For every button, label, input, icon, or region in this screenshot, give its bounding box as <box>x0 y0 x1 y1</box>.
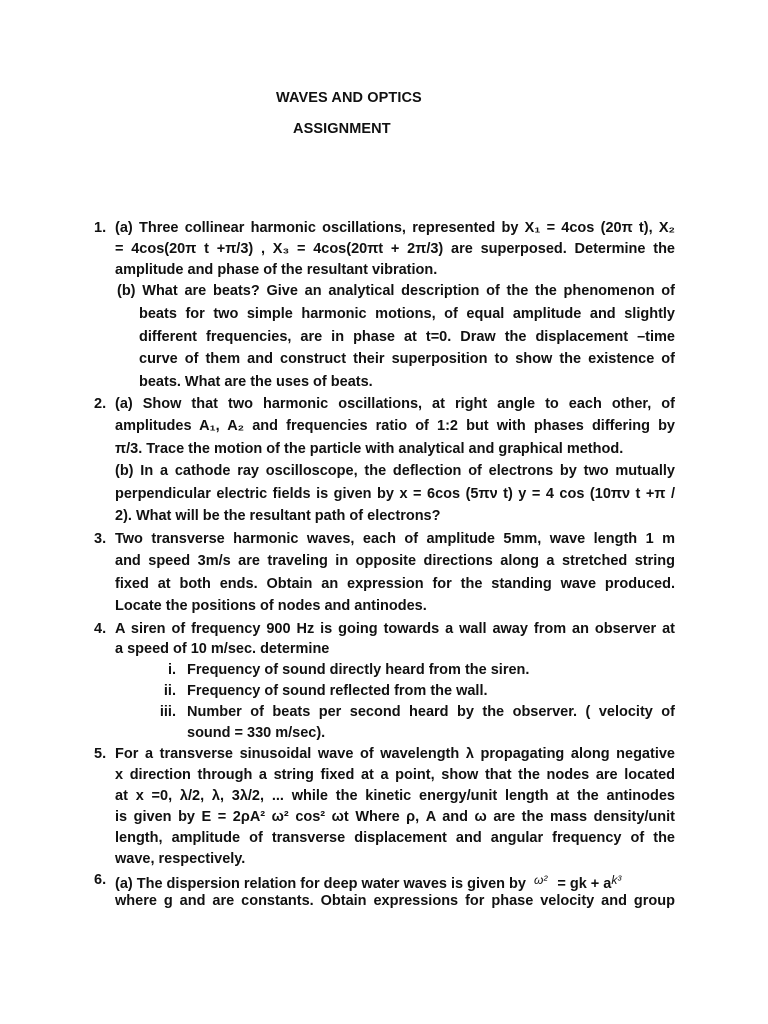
question-4-line-1: A siren of frequency 900 Hz is going towards a wall away from an observer at <box>115 621 675 637</box>
question-2-line-2: amplitudes A₁, A₂ and frequencies ratio of 1:2 but with phases differing by <box>115 418 675 434</box>
question-6-text-start: (a) The dispersion relation for deep water waves is given by <box>115 876 526 892</box>
question-3-line-3: fixed at both ends. Obtain an expression for the standing wave produced. <box>115 576 675 592</box>
question-number: 2. <box>94 396 107 412</box>
question-number: 4. <box>94 621 107 637</box>
question-1-line-8: beats. What are the uses of beats. <box>139 374 373 390</box>
question-3-line-4: Locate the positions of nodes and antinodes. <box>115 598 427 614</box>
question-6-text-mid: = gk + a <box>557 876 612 892</box>
question-number: 6. <box>94 872 107 888</box>
question-1-line-3: amplitude and phase of the resultant vibration. <box>115 262 438 278</box>
question-6-line-1 <box>115 871 621 893</box>
list-item-label: iii. <box>159 704 176 720</box>
question-5-line-6: wave, respectively. <box>115 851 246 867</box>
question-1-line-2: = 4cos(20π t +π/3) , X₃ = 4cos(20πt + 2π/3) are superposed. Determine the <box>115 241 675 257</box>
question-2-line-5: perpendicular electric fields is given by x = 6cos (5πν t) y = 4 cos (10πν t +π / <box>115 486 675 502</box>
question-2-line-1: (a) Show that two harmonic oscillations, at right angle to each other, of <box>115 396 675 412</box>
list-item-label: i. <box>167 662 176 678</box>
question-1-line-1: (a) Three collinear harmonic oscillations, represented by X₁ = 4cos (20π t), X₂ <box>115 220 675 236</box>
question-4-line-2: a speed of 10 m/sec. determine <box>115 641 330 657</box>
question-6-line-2: where g and are constants. Obtain expressions for phase velocity and group <box>115 893 675 909</box>
question-1-line-4: (b) What are beats? Give an analytical description of the the phenomenon of <box>117 283 675 299</box>
document-title: WAVES AND OPTICS <box>276 90 422 106</box>
list-item-text: Frequency of sound directly heard from the siren. <box>187 662 530 678</box>
question-3-line-2: and speed 3m/s are traveling in opposite directions along a stretched string <box>115 553 675 569</box>
question-5-line-5: length, amplitude of transverse displacement and angular frequency of the <box>115 830 675 846</box>
list-item-text: Number of beats per second heard by the observer. ( velocity of <box>187 704 675 720</box>
document-subtitle: ASSIGNMENT <box>293 121 391 137</box>
question-number: 5. <box>94 746 107 762</box>
question-5-line-2: x direction through a string fixed at a point, show that the nodes are located <box>115 767 675 783</box>
omega-squared-symbol: ω² <box>533 873 548 887</box>
question-5-line-1: For a transverse sinusoidal wave of wavelength λ propagating along negative <box>115 746 675 762</box>
question-number: 3. <box>94 531 107 547</box>
question-1-line-6: different frequencies, are in phase at t=0. Draw the displacement –time <box>139 329 675 345</box>
question-5-line-3: at x =0, λ/2, λ, 3λ/2, ... while the kinetic energy/unit length at the antinodes <box>115 788 675 804</box>
list-item-label: ii. <box>163 683 176 699</box>
question-3-line-1: Two transverse harmonic waves, each of amplitude 5mm, wave length 1 m <box>115 531 675 547</box>
question-2-line-3: π/3. Trace the motion of the particle with analytical and graphical method. <box>115 441 624 457</box>
question-number: 1. <box>94 220 107 236</box>
k-cubed-symbol: k³ <box>611 873 622 887</box>
question-1-line-5: beats for two simple harmonic motions, of equal amplitude and slightly <box>139 306 675 322</box>
question-2-line-6: 2). What will be the resultant path of electrons? <box>115 508 441 524</box>
question-5-line-4: is given by E = 2ρA² ω² cos² ωt Where ρ, A and ω are the mass density/unit <box>115 809 675 825</box>
question-2-line-4: (b) In a cathode ray oscilloscope, the deflection of electrons by two mutually <box>115 463 675 479</box>
list-item-text: Frequency of sound reflected from the wall. <box>187 683 488 699</box>
question-4-tail: sound = 330 m/sec). <box>187 725 326 741</box>
question-1-line-7: curve of them and construct their superposition to show the existence of <box>139 351 675 367</box>
